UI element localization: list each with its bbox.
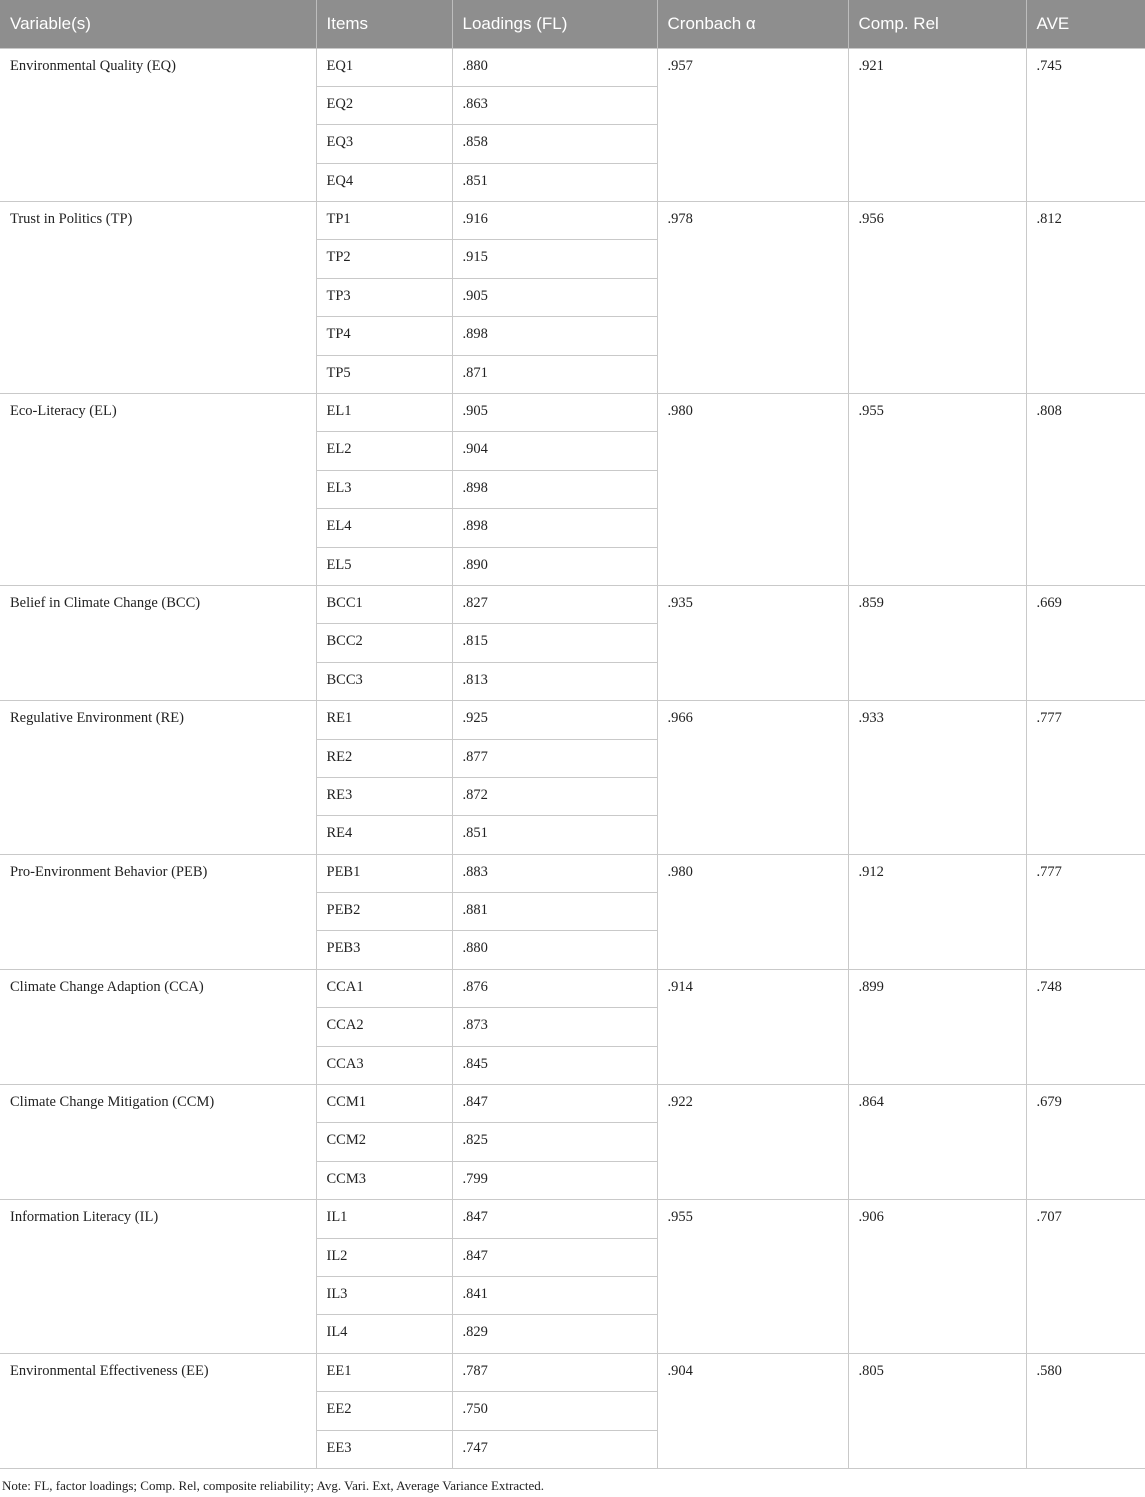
item-cell: EQ4 [316, 163, 452, 201]
ave-cell: .812 [1026, 202, 1145, 394]
loading-cell: .799 [452, 1161, 657, 1199]
item-cell: CCA1 [316, 969, 452, 1007]
item-cell: TP2 [316, 240, 452, 278]
item-cell: EL5 [316, 547, 452, 585]
cronbach-alpha-cell: .957 [657, 48, 848, 202]
item-cell: IL3 [316, 1277, 452, 1315]
variable-cell: Climate Change Mitigation (CCM) [0, 1085, 316, 1200]
ave-cell: .669 [1026, 585, 1145, 700]
table-row [0, 969, 1145, 1007]
comp-rel-cell: .956 [848, 202, 1026, 394]
ave-cell: .580 [1026, 1353, 1145, 1468]
ave-cell: .679 [1026, 1085, 1145, 1200]
cronbach-alpha-cell: .978 [657, 202, 848, 394]
loading-cell: .898 [452, 509, 657, 547]
variable-cell: Belief in Climate Change (BCC) [0, 585, 316, 700]
item-cell: RE4 [316, 816, 452, 854]
item-cell: CCA3 [316, 1046, 452, 1084]
loading-cell: .747 [452, 1430, 657, 1468]
item-cell: PEB2 [316, 893, 452, 931]
ave-cell: .748 [1026, 969, 1145, 1084]
loading-cell: .827 [452, 585, 657, 623]
ave-cell: .808 [1026, 394, 1145, 586]
item-cell: RE3 [316, 777, 452, 815]
item-cell: EE2 [316, 1392, 452, 1430]
item-cell: BCC1 [316, 585, 452, 623]
item-cell: EL3 [316, 470, 452, 508]
item-cell: CCM2 [316, 1123, 452, 1161]
item-cell: BCC2 [316, 624, 452, 662]
item-cell: CCM3 [316, 1161, 452, 1199]
comp-rel-cell: .906 [848, 1200, 1026, 1354]
comp-rel-cell: .921 [848, 48, 1026, 202]
loading-cell: .898 [452, 317, 657, 355]
loading-cell: .829 [452, 1315, 657, 1353]
comp-rel-cell: .955 [848, 394, 1026, 586]
loading-cell: .847 [452, 1200, 657, 1238]
table-note: Note: FL, factor loadings; Comp. Rel, composite reliability; Avg. Vari. Ext, Average Variance Extracted. [2, 1478, 545, 1493]
loading-cell: .815 [452, 624, 657, 662]
table-row [0, 48, 1145, 86]
variable-cell: Climate Change Adaption (CCA) [0, 969, 316, 1084]
item-cell: TP4 [316, 317, 452, 355]
item-cell: EQ2 [316, 86, 452, 124]
item-cell: RE2 [316, 739, 452, 777]
table-body [0, 48, 1145, 1468]
header-items: Items [316, 0, 452, 48]
cronbach-alpha-cell: .980 [657, 854, 848, 969]
item-cell: EL4 [316, 509, 452, 547]
item-cell: CCM1 [316, 1085, 452, 1123]
item-cell: RE1 [316, 701, 452, 739]
item-cell: IL1 [316, 1200, 452, 1238]
loading-cell: .925 [452, 701, 657, 739]
item-cell: PEB3 [316, 931, 452, 969]
table-row [0, 701, 1145, 739]
cronbach-alpha-cell: .955 [657, 1200, 848, 1354]
loading-cell: .881 [452, 893, 657, 931]
comp-rel-cell: .912 [848, 854, 1026, 969]
ave-cell: .777 [1026, 701, 1145, 855]
comp-rel-cell: .805 [848, 1353, 1026, 1468]
ave-cell: .707 [1026, 1200, 1145, 1354]
table-row [0, 394, 1145, 432]
loading-cell: .841 [452, 1277, 657, 1315]
item-cell: IL4 [316, 1315, 452, 1353]
table-row [0, 1085, 1145, 1123]
header-comp-rel: Comp. Rel [848, 0, 1026, 48]
variable-cell: Information Literacy (IL) [0, 1200, 316, 1354]
variable-cell: Environmental Effectiveness (EE) [0, 1353, 316, 1468]
item-cell: EQ3 [316, 125, 452, 163]
loading-cell: .905 [452, 394, 657, 432]
variable-cell: Regulative Environment (RE) [0, 701, 316, 855]
loading-cell: .883 [452, 854, 657, 892]
loading-cell: .904 [452, 432, 657, 470]
loading-cell: .872 [452, 777, 657, 815]
loading-cell: .787 [452, 1353, 657, 1391]
cronbach-alpha-cell: .914 [657, 969, 848, 1084]
item-cell: EL1 [316, 394, 452, 432]
ave-cell: .777 [1026, 854, 1145, 969]
loading-cell: .916 [452, 202, 657, 240]
loading-cell: .905 [452, 278, 657, 316]
loading-cell: .880 [452, 931, 657, 969]
cronbach-alpha-cell: .904 [657, 1353, 848, 1468]
loading-cell: .873 [452, 1008, 657, 1046]
loading-cell: .863 [452, 86, 657, 124]
header-row [0, 0, 1145, 48]
loading-cell: .915 [452, 240, 657, 278]
loading-cell: .845 [452, 1046, 657, 1084]
variable-cell: Pro-Environment Behavior (PEB) [0, 854, 316, 969]
item-cell: EE1 [316, 1353, 452, 1391]
loading-cell: .898 [452, 470, 657, 508]
item-cell: CCA2 [316, 1008, 452, 1046]
loading-cell: .847 [452, 1085, 657, 1123]
loading-cell: .890 [452, 547, 657, 585]
loading-cell: .813 [452, 662, 657, 700]
cronbach-alpha-cell: .935 [657, 585, 848, 700]
table-row [0, 202, 1145, 240]
table-row [0, 1200, 1145, 1238]
header-variable: Variable(s) [0, 0, 316, 48]
loading-cell: .750 [452, 1392, 657, 1430]
loading-cell: .847 [452, 1238, 657, 1276]
cronbach-alpha-cell: .980 [657, 394, 848, 586]
table-row [0, 854, 1145, 892]
cronbach-alpha-cell: .922 [657, 1085, 848, 1200]
item-cell: TP1 [316, 202, 452, 240]
item-cell: IL2 [316, 1238, 452, 1276]
comp-rel-cell: .859 [848, 585, 1026, 700]
table-row [0, 1353, 1145, 1391]
loading-cell: .851 [452, 163, 657, 201]
loading-cell: .871 [452, 355, 657, 393]
item-cell: TP5 [316, 355, 452, 393]
item-cell: EL2 [316, 432, 452, 470]
comp-rel-cell: .899 [848, 969, 1026, 1084]
item-cell: BCC3 [316, 662, 452, 700]
cronbach-alpha-cell: .966 [657, 701, 848, 855]
item-cell: TP3 [316, 278, 452, 316]
comp-rel-cell: .864 [848, 1085, 1026, 1200]
header-loadings: Loadings (FL) [452, 0, 657, 48]
item-cell: EE3 [316, 1430, 452, 1468]
loading-cell: .877 [452, 739, 657, 777]
loading-cell: .876 [452, 969, 657, 1007]
table-header [0, 0, 1145, 48]
table-row [0, 585, 1145, 623]
variable-cell: Trust in Politics (TP) [0, 202, 316, 394]
loading-cell: .851 [452, 816, 657, 854]
loading-cell: .858 [452, 125, 657, 163]
variable-cell: Eco-Literacy (EL) [0, 394, 316, 586]
comp-rel-cell: .933 [848, 701, 1026, 855]
loading-cell: .880 [452, 48, 657, 86]
item-cell: PEB1 [316, 854, 452, 892]
header-ave: AVE [1026, 0, 1145, 48]
variable-cell: Environmental Quality (EQ) [0, 48, 316, 202]
ave-cell: .745 [1026, 48, 1145, 202]
loading-cell: .825 [452, 1123, 657, 1161]
header-cronbach-alpha: Cronbach α [657, 0, 848, 48]
item-cell: EQ1 [316, 48, 452, 86]
